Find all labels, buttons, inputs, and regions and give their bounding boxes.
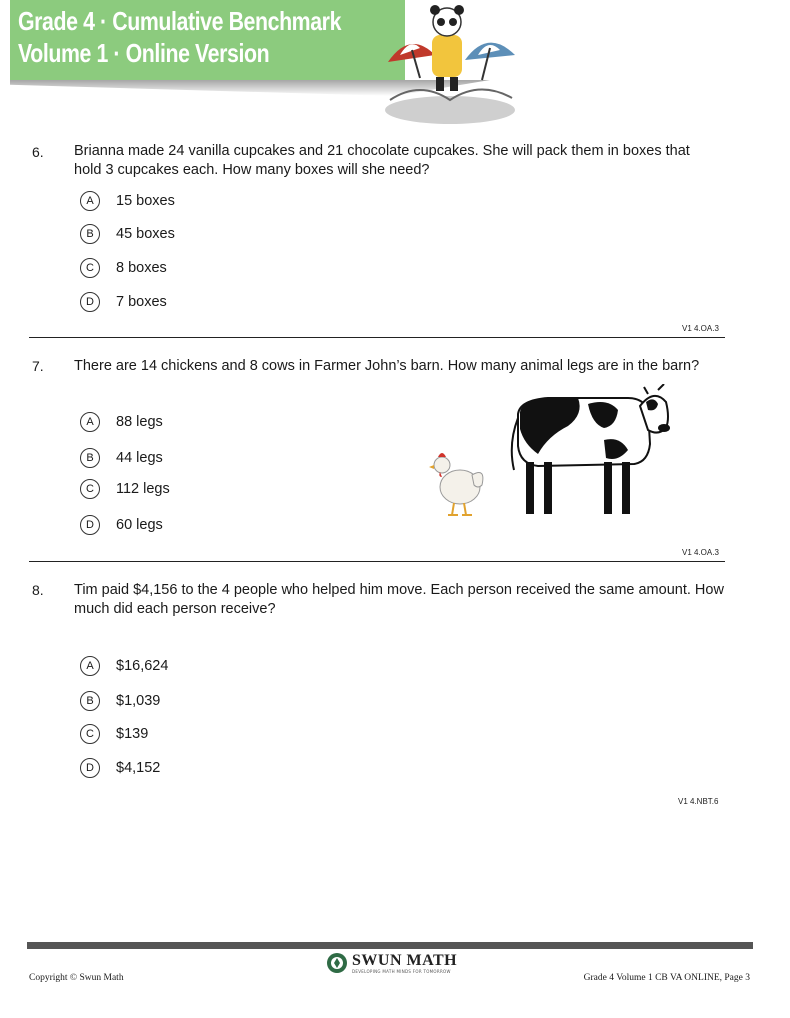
q6-bubble-a[interactable]: A (80, 191, 100, 211)
header-title-line1: Grade 4 · Cumulative Benchmark (18, 6, 342, 36)
q8-standard: V1 4.NBT.6 (678, 797, 719, 806)
q8-bubble-c[interactable]: C (80, 724, 100, 744)
divider-1 (29, 337, 725, 338)
q7-bubble-c[interactable]: C (80, 479, 100, 499)
q8-choice-a-text: $16,624 (116, 658, 169, 674)
q6-choice-a[interactable] (80, 191, 175, 211)
q6-choice-d-text: 7 boxes (116, 294, 167, 310)
q7-choice-b[interactable] (80, 448, 163, 468)
logo-tagline: DEVELOPING MATH MINDS FOR TOMORROW (352, 968, 451, 974)
question-6-number: 6. (32, 144, 44, 160)
q8-choice-c[interactable] (80, 724, 148, 744)
q6-choice-b[interactable] (80, 224, 175, 244)
q6-bubble-d[interactable]: D (80, 292, 100, 312)
q6-choice-a-text: 15 boxes (116, 193, 175, 209)
q7-choice-b-text: 44 legs (116, 450, 163, 466)
copyright: Copyright © Swun Math (29, 973, 124, 983)
question-8-number: 8. (32, 582, 44, 598)
q7-choice-c[interactable] (80, 479, 170, 499)
q6-bubble-c[interactable]: C (80, 258, 100, 278)
q7-choice-d-text: 60 legs (116, 517, 163, 533)
q8-choice-d[interactable] (80, 758, 160, 778)
q7-standard: V1 4.OA.3 (682, 548, 719, 557)
q7-choice-d[interactable] (80, 515, 163, 535)
q8-choice-b[interactable] (80, 691, 160, 711)
q6-choice-b-text: 45 boxes (116, 226, 175, 242)
q8-choice-a[interactable] (80, 656, 168, 676)
q6-bubble-b[interactable]: B (80, 224, 100, 244)
chicken-icon (428, 445, 488, 520)
q6-choice-d[interactable] (80, 292, 167, 312)
divider-2 (29, 561, 725, 562)
q7-bubble-a[interactable]: A (80, 412, 100, 432)
q7-bubble-d[interactable]: D (80, 515, 100, 535)
logo-name: SWUN MATH (352, 951, 458, 969)
header-title-line2: Volume 1 · Online Version (18, 38, 270, 68)
q7-choice-a[interactable] (80, 412, 163, 432)
q7-bubble-b[interactable]: B (80, 448, 100, 468)
footer-bar (27, 942, 753, 949)
q8-bubble-a[interactable]: A (80, 656, 100, 676)
q6-standard: V1 4.OA.3 (682, 324, 719, 333)
swun-math-logo (326, 952, 457, 974)
panda-umbrella-mascot-icon (380, 0, 520, 125)
q8-choice-d-text: $4,152 (116, 760, 161, 776)
q6-choice-c[interactable] (80, 258, 167, 278)
q7-choice-a-text: 88 legs (116, 414, 163, 430)
q8-choice-b-text: $1,039 (116, 693, 161, 709)
q8-choice-c-text: $139 (116, 726, 149, 742)
swun-logo-icon (326, 952, 348, 974)
q6-choice-c-text: 8 boxes (116, 260, 167, 276)
question-8-text: Tim paid $4,156 to the 4 people who helped him move. Each person received the same amount. How much did each person receive? (74, 582, 724, 617)
question-6-text: Brianna made 24 vanilla cupcakes and 21 chocolate cupcakes. She will pack them in boxes that hold 3 cupcakes each. How many boxes will she need? (74, 143, 690, 178)
q8-bubble-b[interactable]: B (80, 691, 100, 711)
question-7-text: There are 14 chickens and 8 cows in Farmer John’s barn. How many animal legs are in the barn? (74, 358, 700, 374)
question-7-number: 7. (32, 358, 44, 374)
q8-bubble-d[interactable]: D (80, 758, 100, 778)
q7-choice-c-text: 112 legs (116, 481, 170, 497)
page-info: Grade 4 Volume 1 CB VA ONLINE, Page 3 (583, 973, 750, 983)
cow-icon (508, 384, 673, 519)
